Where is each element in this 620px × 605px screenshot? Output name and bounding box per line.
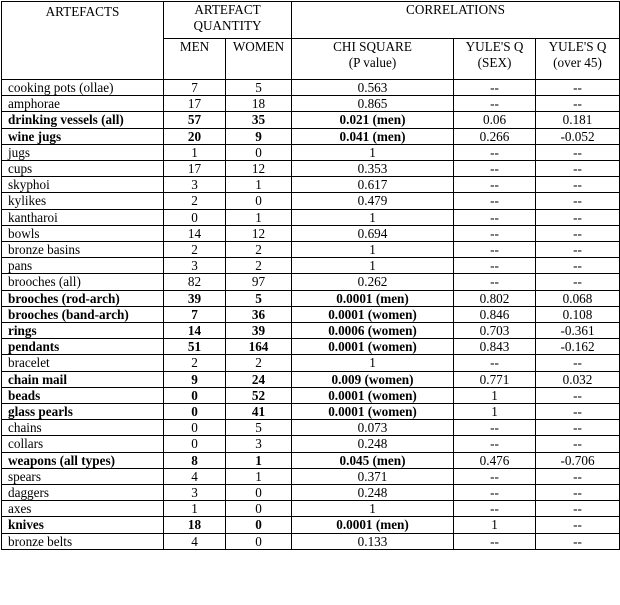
yules-q-sex-title: YULE'S Q [465, 39, 524, 54]
men-count-cell: 2 [164, 193, 226, 209]
correlations-header: CORRELATIONS [292, 2, 620, 39]
men-count-cell: 1 [164, 501, 226, 517]
yules-q-45-cell: -- [536, 404, 620, 420]
women-count-cell: 1 [226, 209, 292, 225]
table-row [2, 258, 620, 274]
chi-square-cell: 1 [292, 258, 454, 274]
men-count-cell: 20 [164, 128, 226, 144]
chi-square-cell: 0.563 [292, 80, 454, 96]
men-count-cell: 14 [164, 225, 226, 241]
yules-q-45-cell: -- [536, 387, 620, 403]
yules-q-sex-cell: 0.771 [454, 371, 536, 387]
women-header: WOMEN [226, 39, 292, 80]
men-count-cell: 8 [164, 452, 226, 468]
men-count-cell: 7 [164, 80, 226, 96]
yules-q-sex-cell: -- [454, 485, 536, 501]
chi-square-title: CHI SQUARE [333, 39, 412, 54]
men-count-cell: 18 [164, 517, 226, 533]
women-count-cell: 164 [226, 339, 292, 355]
artefact-correlation-table [1, 1, 620, 550]
men-count-cell: 51 [164, 339, 226, 355]
women-count-cell: 97 [226, 274, 292, 290]
men-count-cell: 39 [164, 290, 226, 306]
yules-q-45-cell: -0.361 [536, 323, 620, 339]
men-count-cell: 0 [164, 436, 226, 452]
yules-q-sex-cell: -- [454, 161, 536, 177]
artefact-name-cell: bronze basins [2, 242, 164, 258]
yules-q-45-cell: -- [536, 436, 620, 452]
men-count-cell: 14 [164, 323, 226, 339]
yules-q-45-cell: -- [536, 517, 620, 533]
men-count-cell: 0 [164, 404, 226, 420]
artefact-name-cell: brooches (band-arch) [2, 306, 164, 322]
table-row [2, 420, 620, 436]
women-count-cell: 0 [226, 533, 292, 549]
yules-q-sex-cell: -- [454, 258, 536, 274]
yules-q-sex-cell: 0.266 [454, 128, 536, 144]
chi-square-cell: 0.479 [292, 193, 454, 209]
yules-q-45-cell: -- [536, 177, 620, 193]
men-count-cell: 9 [164, 371, 226, 387]
women-count-cell: 36 [226, 306, 292, 322]
artefact-name-cell: rings [2, 323, 164, 339]
chi-square-subtitle: (P value) [348, 55, 397, 70]
table-row [2, 468, 620, 484]
women-count-cell: 9 [226, 128, 292, 144]
yules-q-45-cell: -- [536, 355, 620, 371]
chi-square-cell: 0.617 [292, 177, 454, 193]
table-row [2, 485, 620, 501]
chi-square-cell: 0.0001 (women) [292, 404, 454, 420]
chi-square-cell: 0.0001 (men) [292, 517, 454, 533]
artefact-quantity-header: ARTEFACT QUANTITY [164, 2, 292, 39]
artefact-name-cell: glass pearls [2, 404, 164, 420]
yules-q-45-cell: -- [536, 501, 620, 517]
table-body [2, 80, 620, 550]
chi-square-cell: 1 [292, 355, 454, 371]
women-count-cell: 1 [226, 177, 292, 193]
artefact-name-cell: pendants [2, 339, 164, 355]
women-count-cell: 41 [226, 404, 292, 420]
artefact-name-cell: daggers [2, 485, 164, 501]
artefact-name-cell: bowls [2, 225, 164, 241]
artefacts-header: ARTEFACTS [2, 2, 164, 80]
chi-square-cell: 0.0001 (women) [292, 339, 454, 355]
table-row [2, 533, 620, 549]
women-count-cell: 0 [226, 193, 292, 209]
artefact-name-cell: kantharoi [2, 209, 164, 225]
table-row [2, 209, 620, 225]
yules-q-sex-cell: -- [454, 242, 536, 258]
men-count-cell: 4 [164, 468, 226, 484]
chi-square-cell: 0.0001 (men) [292, 290, 454, 306]
chi-square-cell: 1 [292, 209, 454, 225]
yules-q-sex-cell: -- [454, 533, 536, 549]
yules-q-sex-cell: -- [454, 177, 536, 193]
yules-q-45-cell: 0.068 [536, 290, 620, 306]
table-row [2, 193, 620, 209]
table-row [2, 371, 620, 387]
table-row [2, 452, 620, 468]
artefact-name-cell: collars [2, 436, 164, 452]
women-count-cell: 35 [226, 112, 292, 128]
artefact-name-cell: weapons (all types) [2, 452, 164, 468]
table-row [2, 177, 620, 193]
yules-q-45-subtitle: (over 45) [553, 55, 602, 70]
yules-q-45-cell: 0.181 [536, 112, 620, 128]
women-count-cell: 0 [226, 517, 292, 533]
table-row [2, 128, 620, 144]
women-count-cell: 18 [226, 96, 292, 112]
women-count-cell: 2 [226, 242, 292, 258]
men-count-cell: 82 [164, 274, 226, 290]
yules-q-sex-cell: 1 [454, 517, 536, 533]
artefact-name-cell: pans [2, 258, 164, 274]
men-count-cell: 57 [164, 112, 226, 128]
chi-square-cell: 0.041 (men) [292, 128, 454, 144]
chi-square-cell: 0.021 (men) [292, 112, 454, 128]
women-count-cell: 0 [226, 144, 292, 160]
artefact-name-cell: brooches (rod-arch) [2, 290, 164, 306]
women-count-cell: 24 [226, 371, 292, 387]
yules-q-sex-cell: 0.846 [454, 306, 536, 322]
yules-q-45-cell: -- [536, 420, 620, 436]
yules-q-45-cell: 0.032 [536, 371, 620, 387]
artefact-name-cell: kylikes [2, 193, 164, 209]
table-row [2, 112, 620, 128]
table-row [2, 436, 620, 452]
table-row [2, 517, 620, 533]
artefact-name-cell: amphorae [2, 96, 164, 112]
chi-square-cell: 0.353 [292, 161, 454, 177]
yules-q-sex-cell: -- [454, 144, 536, 160]
yules-q-45-cell: -- [536, 225, 620, 241]
artefact-name-cell: brooches (all) [2, 274, 164, 290]
chi-square-header [292, 39, 454, 80]
table-row [2, 355, 620, 371]
men-count-cell: 2 [164, 242, 226, 258]
yules-q-45-cell: -- [536, 144, 620, 160]
artefact-name-cell: bronze belts [2, 533, 164, 549]
chi-square-cell: 1 [292, 144, 454, 160]
yules-q-45-title: YULE'S Q [548, 39, 607, 54]
artefact-name-cell: drinking vessels (all) [2, 112, 164, 128]
table-row [2, 161, 620, 177]
header-row-1 [2, 2, 620, 39]
yules-q-45-cell: -0.706 [536, 452, 620, 468]
women-count-cell: 0 [226, 501, 292, 517]
yules-q-sex-cell: -- [454, 501, 536, 517]
artefact-name-cell: bracelet [2, 355, 164, 371]
yules-q-45-cell: -- [536, 274, 620, 290]
artefact-name-cell: cooking pots (ollae) [2, 80, 164, 96]
women-count-cell: 5 [226, 290, 292, 306]
yules-q-sex-cell: -- [454, 225, 536, 241]
men-header: MEN [164, 39, 226, 80]
yules-q-sex-cell: -- [454, 209, 536, 225]
men-count-cell: 0 [164, 420, 226, 436]
table-row [2, 387, 620, 403]
chi-square-cell: 0.248 [292, 436, 454, 452]
men-count-cell: 3 [164, 177, 226, 193]
yules-q-45-cell: -0.052 [536, 128, 620, 144]
women-count-cell: 12 [226, 225, 292, 241]
table-row [2, 501, 620, 517]
artefact-name-cell: axes [2, 501, 164, 517]
chi-square-cell: 0.133 [292, 533, 454, 549]
yules-q-45-cell: -- [536, 485, 620, 501]
women-count-cell: 39 [226, 323, 292, 339]
yules-q-sex-cell: -- [454, 193, 536, 209]
chi-square-cell: 0.865 [292, 96, 454, 112]
women-count-cell: 5 [226, 420, 292, 436]
women-count-cell: 3 [226, 436, 292, 452]
chi-square-cell: 0.0006 (women) [292, 323, 454, 339]
women-count-cell: 1 [226, 452, 292, 468]
yules-q-sex-cell: 0.703 [454, 323, 536, 339]
chi-square-cell: 0.073 [292, 420, 454, 436]
men-count-cell: 7 [164, 306, 226, 322]
table-row [2, 323, 620, 339]
yules-q-sex-cell: -- [454, 436, 536, 452]
table-row [2, 144, 620, 160]
artefact-name-cell: skyphoi [2, 177, 164, 193]
yules-q-sex-cell: 0.06 [454, 112, 536, 128]
yules-q-sex-cell: 1 [454, 387, 536, 403]
chi-square-cell: 0.0001 (women) [292, 387, 454, 403]
table-row [2, 306, 620, 322]
table-row [2, 274, 620, 290]
yules-q-sex-cell: 0.802 [454, 290, 536, 306]
table-row [2, 290, 620, 306]
yules-q-sex-cell: -- [454, 80, 536, 96]
yules-q-45-header [536, 39, 620, 80]
women-count-cell: 5 [226, 80, 292, 96]
chi-square-cell: 1 [292, 501, 454, 517]
yules-q-45-cell: -0.162 [536, 339, 620, 355]
chi-square-cell: 0.009 (women) [292, 371, 454, 387]
table-row [2, 80, 620, 96]
men-count-cell: 3 [164, 258, 226, 274]
yules-q-45-cell: -- [536, 161, 620, 177]
artefact-name-cell: spears [2, 468, 164, 484]
yules-q-45-cell: -- [536, 96, 620, 112]
yules-q-sex-cell: -- [454, 468, 536, 484]
artefact-name-cell: beads [2, 387, 164, 403]
artefact-name-cell: cups [2, 161, 164, 177]
artefact-name-cell: wine jugs [2, 128, 164, 144]
men-count-cell: 0 [164, 387, 226, 403]
yules-q-45-cell: -- [536, 242, 620, 258]
women-count-cell: 52 [226, 387, 292, 403]
yules-q-sex-cell: -- [454, 96, 536, 112]
yules-q-sex-subtitle: (SEX) [477, 55, 512, 70]
yules-q-sex-cell: 0.476 [454, 452, 536, 468]
women-count-cell: 1 [226, 468, 292, 484]
table-row [2, 404, 620, 420]
women-count-cell: 2 [226, 258, 292, 274]
yules-q-45-cell: -- [536, 80, 620, 96]
table-row [2, 242, 620, 258]
yules-q-45-cell: -- [536, 468, 620, 484]
chi-square-cell: 0.045 (men) [292, 452, 454, 468]
artefact-name-cell: knives [2, 517, 164, 533]
women-count-cell: 12 [226, 161, 292, 177]
yules-q-sex-cell: -- [454, 355, 536, 371]
chi-square-cell: 0.694 [292, 225, 454, 241]
men-count-cell: 4 [164, 533, 226, 549]
chi-square-cell: 1 [292, 242, 454, 258]
yules-q-45-cell: -- [536, 193, 620, 209]
artefact-name-cell: jugs [2, 144, 164, 160]
yules-q-sex-header [454, 39, 536, 80]
men-count-cell: 17 [164, 96, 226, 112]
yules-q-45-cell: -- [536, 533, 620, 549]
artefact-name-cell: chain mail [2, 371, 164, 387]
men-count-cell: 0 [164, 209, 226, 225]
men-count-cell: 2 [164, 355, 226, 371]
men-count-cell: 3 [164, 485, 226, 501]
women-count-cell: 0 [226, 485, 292, 501]
yules-q-sex-cell: -- [454, 274, 536, 290]
table-row [2, 339, 620, 355]
men-count-cell: 17 [164, 161, 226, 177]
yules-q-45-cell: 0.108 [536, 306, 620, 322]
artefact-name-cell: chains [2, 420, 164, 436]
yules-q-45-cell: -- [536, 209, 620, 225]
chi-square-cell: 0.0001 (women) [292, 306, 454, 322]
chi-square-cell: 0.262 [292, 274, 454, 290]
table-row [2, 225, 620, 241]
chi-square-cell: 0.371 [292, 468, 454, 484]
table-row [2, 96, 620, 112]
men-count-cell: 1 [164, 144, 226, 160]
yules-q-sex-cell: 1 [454, 404, 536, 420]
women-count-cell: 2 [226, 355, 292, 371]
chi-square-cell: 0.248 [292, 485, 454, 501]
yules-q-sex-cell: -- [454, 420, 536, 436]
yules-q-45-cell: -- [536, 258, 620, 274]
yules-q-sex-cell: 0.843 [454, 339, 536, 355]
